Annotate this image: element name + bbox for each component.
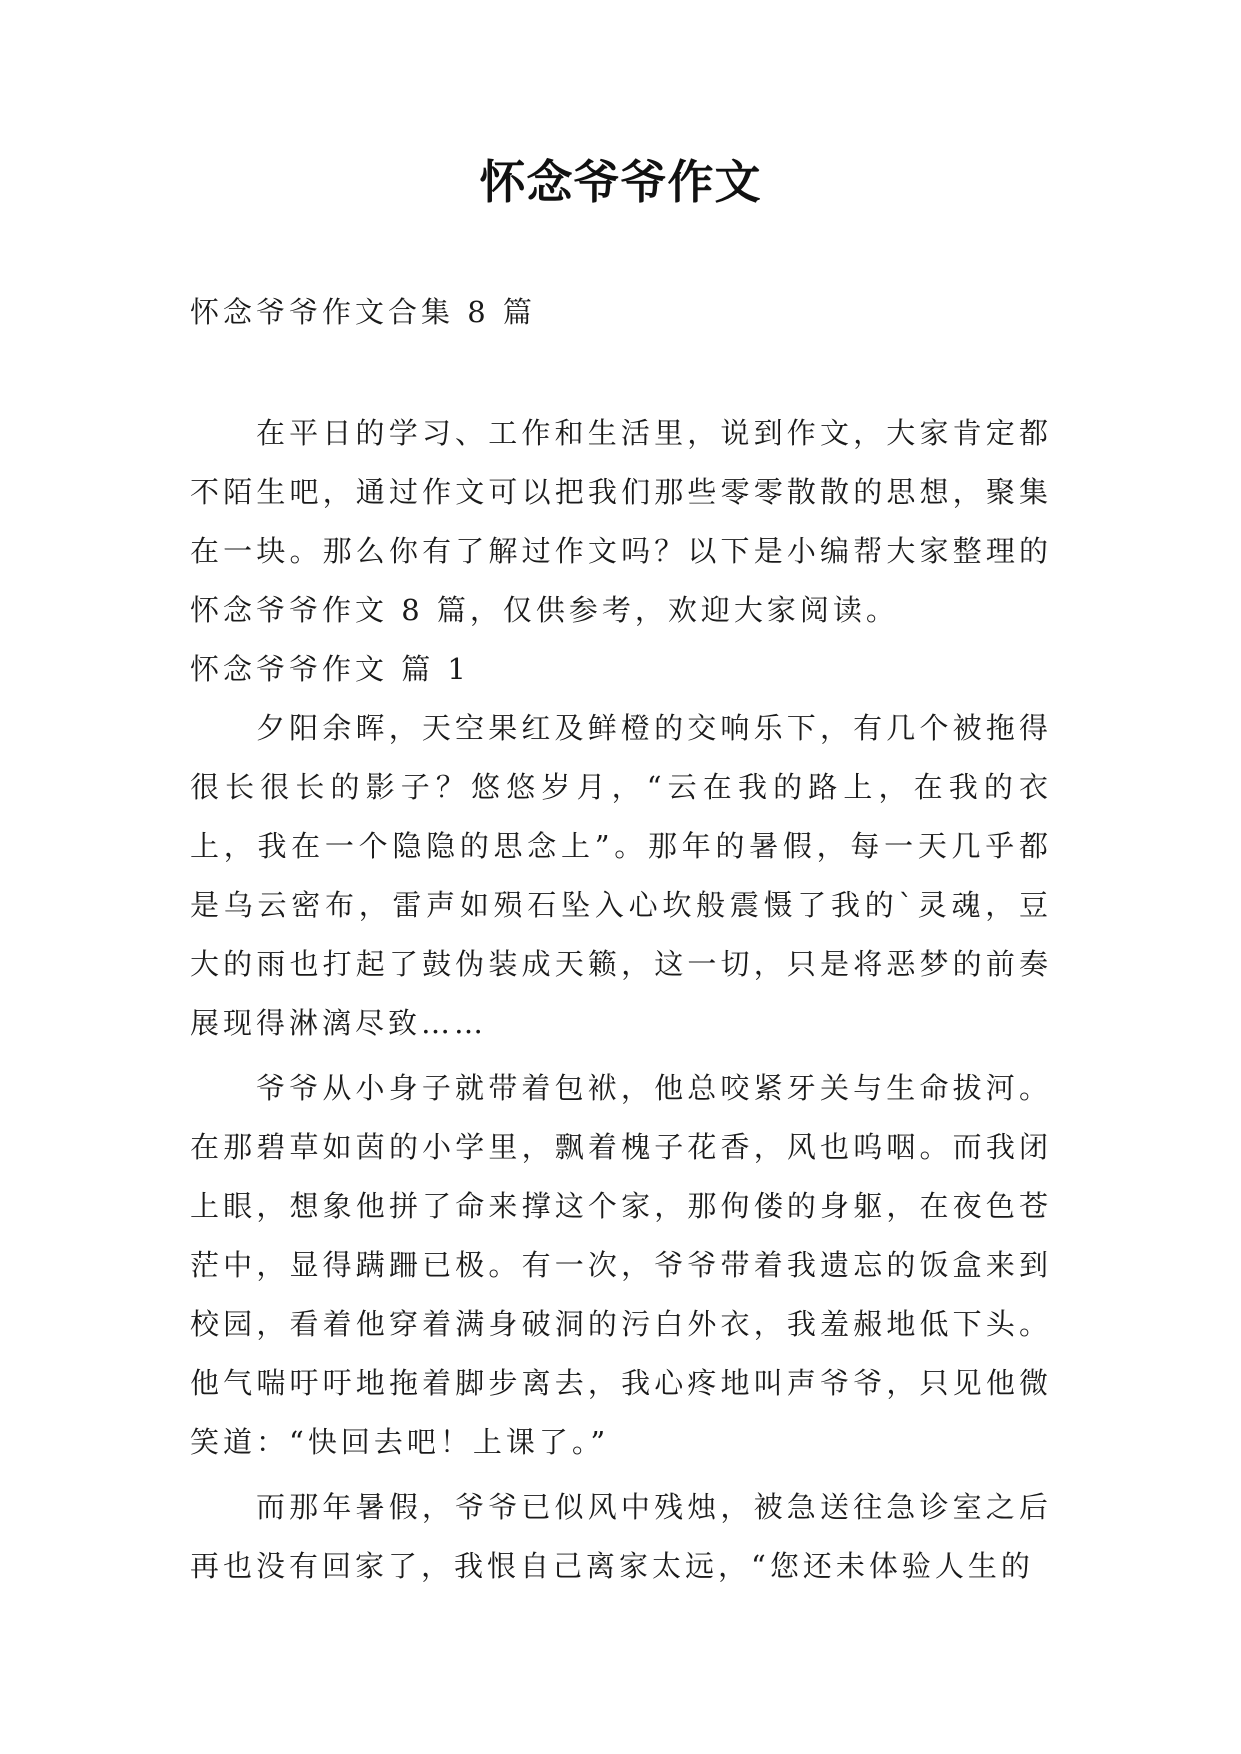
body-paragraph: 夕阳余晖，天空果红及鲜橙的交响乐下，有几个被拖得很长很长的影子？悠悠岁月，“云在我的路上，在我的衣上，我在一个隐隐的思念上”。那年的暑假，每一天几乎都是乌云密布，雷声如殒石坠入心坎般震慑了我的`灵魂，豆大的雨也打起了鼓伪装成天籁，这一切，只是将恶梦的前奏展现得淋漓尽致…… <box>190 711 1052 1040</box>
body-paragraph: 爷爷从小身子就带着包袱，他总咬紧牙关与生命拔河。在那碧草如茵的小学里，飘着槐子花香，风也呜咽。而我闭上眼，想象他拼了命来撑这个家，那佝偻的身躯，在夜色苍茫中，显得蹒跚已极。有一次，爷爷带着我遗忘的饭盒来到校园，看着他穿着满身破洞的污白外衣，我羞赧地低下头。他气喘吁吁地拖着脚步离去，我心疼地叫声爷爷，只见他微笑道：“快回去吧！上课了。” <box>190 1071 1052 1459</box>
document-body <box>190 404 1052 1596</box>
section-heading: 怀念爷爷作文 篇 1 <box>190 652 470 686</box>
body-paragraph: 而那年暑假，爷爷已似风中残烛，被急送往急诊室之后再也没有回家了，我恨自己离家太远，“您还未体验人生的 <box>190 1490 1052 1583</box>
document-subtitle: 怀念爷爷作文合集 8 篇 <box>190 295 536 329</box>
intro-paragraph: 在平日的学习、工作和生活里，说到作文，大家肯定都不陌生吧，通过作文可以把我们那些零零散散的思想，聚集在一块。那么你有了解过作文吗？以下是小编帮大家整理的怀念爷爷作文 8 篇，仅供参考，欢迎大家阅读。 <box>190 416 1052 627</box>
document-title: 怀念爷爷作文 <box>479 155 762 209</box>
